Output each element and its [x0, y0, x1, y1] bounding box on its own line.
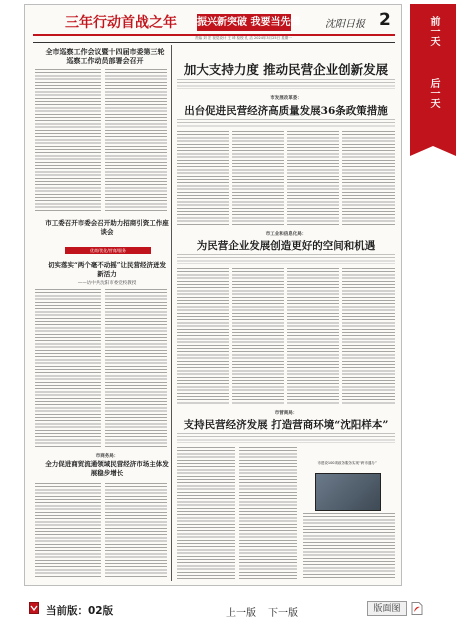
text-block — [177, 268, 229, 404]
next-edition-link[interactable]: 下一版 — [268, 608, 298, 619]
text-block — [287, 268, 339, 404]
text-block — [177, 254, 395, 264]
text-block — [105, 69, 167, 211]
text-block — [342, 268, 395, 404]
left-headline-3-sub: ——访中共沈阳市委党校教授 — [77, 281, 137, 286]
text-block — [35, 289, 101, 449]
left-headline-4: 全力促进商贸流通领域民营经济市场主体发展稳步增长 — [45, 460, 169, 477]
text-block — [177, 79, 395, 89]
text-block — [239, 447, 297, 579]
text-block — [177, 447, 235, 579]
left-headline-3: 切实落实“两个毫不动摇”让民营经济迸发新活力 — [48, 261, 166, 278]
prev-day-link[interactable] — [410, 16, 456, 46]
text-block — [35, 69, 101, 211]
masthead — [25, 5, 401, 35]
edition-icon — [29, 602, 39, 614]
text-block — [232, 268, 284, 404]
page-number: 2 — [379, 10, 391, 30]
paper-name-logo: 沈阳日报 — [325, 19, 365, 30]
section2-kicker: 市发展改革委： — [270, 96, 302, 101]
main-headline: 加大支持力度 推动民营企业创新发展 — [183, 62, 389, 77]
text-block — [177, 131, 229, 227]
newspaper-page — [24, 4, 402, 586]
section2-headline: 出台促进民营经济高质量发展36条政策措施 — [184, 105, 388, 117]
current-edition-label: 当前版：02版 — [46, 605, 114, 617]
prev-edition-link[interactable]: 上一版 — [226, 608, 256, 619]
text-block — [105, 483, 167, 579]
pdf-download-icon[interactable] — [411, 602, 423, 615]
masthead-title: 三年行动首战之年 — [65, 15, 177, 31]
next-day-link[interactable] — [410, 78, 456, 108]
left-headline-1: 全市巡察工作会议暨十四届市委第三轮巡察工作动员部署会召开 — [45, 47, 165, 65]
left-headline-4-kicker: 市商务局： — [95, 454, 119, 459]
text-block — [105, 289, 167, 449]
masthead-rule — [33, 34, 395, 36]
text-block — [303, 513, 395, 579]
section4-headline: 支持民营经济发展 打造营商环境“沈阳样本” — [183, 419, 389, 431]
news-photo — [315, 473, 381, 511]
section3-headline: 为民营企业发展创造更好的空间和机遇 — [196, 240, 376, 252]
text-block — [35, 483, 101, 579]
column-divider — [171, 45, 172, 581]
next-day-label: 后一天 — [428, 78, 439, 108]
section4-kicker: 市营商局： — [274, 411, 298, 416]
section3-kicker: 市工业和信息化局： — [265, 232, 307, 237]
text-block — [342, 131, 395, 227]
left-headline-2: 市工委召开市委会召开助力招商引资工作座谈会 — [45, 219, 169, 236]
date-line: 责编 刘 宏 视觉设计 王 琦 检校 孔 洁 2024年3月25日 星期一 — [195, 36, 292, 40]
text-block — [177, 119, 395, 127]
prev-day-label: 前一天 — [428, 16, 439, 46]
text-block — [177, 433, 395, 443]
photo-caption: 市建设100项政务服务实现“跨市通办” — [317, 461, 377, 465]
masthead-slogan: 振兴新突破 我要当先锋 — [197, 14, 291, 31]
date-nav-tab-tail — [410, 146, 456, 156]
layout-view-button[interactable]: 版面图 — [367, 601, 407, 616]
left-kicker: 优商/优化/营商/服务 — [65, 247, 151, 254]
text-block — [232, 131, 284, 227]
date-rule — [33, 42, 395, 43]
text-block — [287, 131, 339, 227]
